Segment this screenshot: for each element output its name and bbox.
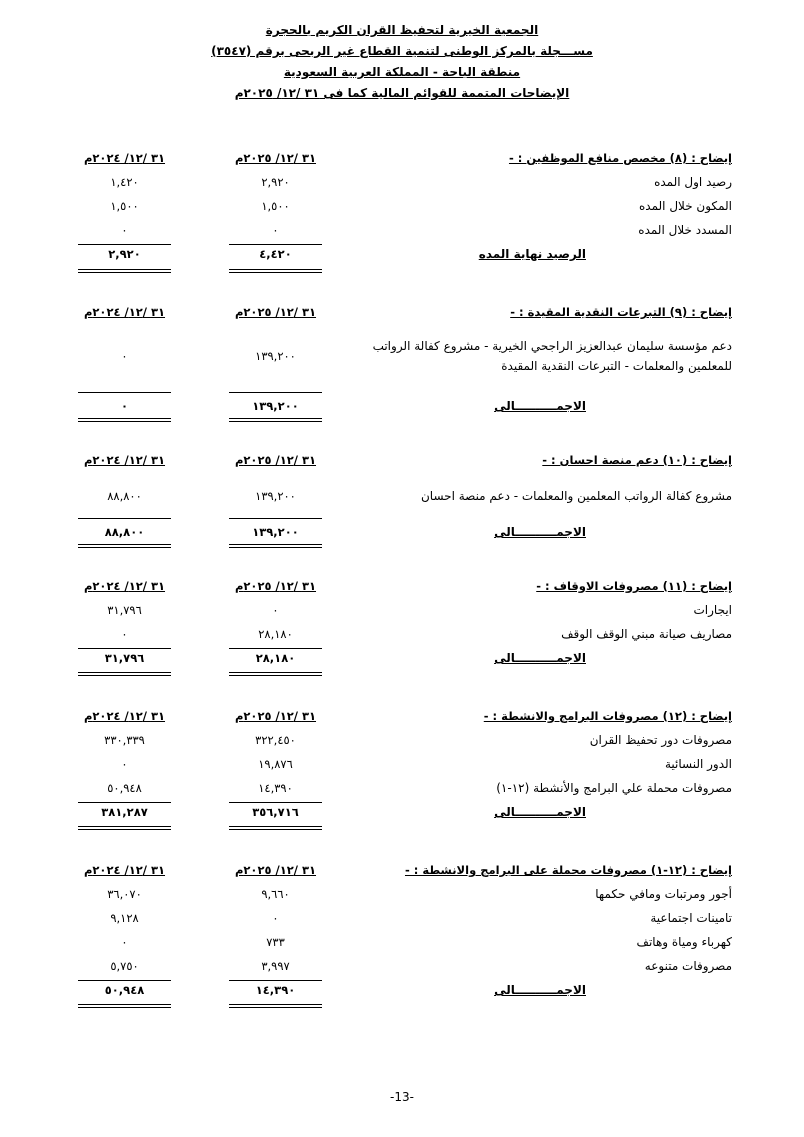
section-header-row [0,146,804,170]
section-title: إيضاح : (٨) مخصص منافع الموظفين : - [508,151,732,165]
row-label: رصيد اول المده [654,175,732,189]
table-row [0,598,804,622]
subtotal-rule [78,518,171,519]
total-label: الاجمــــــــــالى [494,399,586,413]
total-label: الاجمــــــــــالى [494,983,586,997]
subtotal-rule [229,392,322,393]
table-row [0,752,804,776]
total-row [0,646,804,670]
row-label: أجور ومرتبات ومافي حكمها [595,887,732,901]
table-row [0,728,804,752]
value-2025: ٩,٦٦٠ [261,887,290,901]
total-double-rule [229,826,322,830]
section-header-row [0,574,804,598]
column-header-2024: ٣١ /١٢/ ٢٠٢٤م [83,709,166,723]
document-header [0,20,804,104]
total-double-rule [229,418,322,422]
row-label: مصاريف صيانة مبني الوقف الوقف [561,627,732,641]
section-title: إيضاح : (٩) التبرعات النقدية المقيدة : - [510,305,732,319]
total-2024: ٥٠,٩٤٨ [104,983,145,997]
total-double-rule [78,544,171,548]
total-2024: ٠ [120,399,129,413]
total-2025: ١٣٩,٢٠٠ [252,399,299,413]
note-12-program-expenses [0,704,804,824]
table-row [0,194,804,218]
total-row [0,800,804,824]
column-header-2024: ٣١ /١٢/ ٢٠٢٤م [83,863,166,877]
value-2024: ٥,٧٥٠ [110,959,139,973]
total-label: الرصيد نهاية المده [478,247,586,261]
subtotal-rule [78,392,171,393]
section-header-row [0,448,804,472]
row-label: الدور النسائية [664,757,732,771]
value-2025: ٠ [272,911,279,925]
note-9-restricted-donations [0,300,804,418]
row-label: تامينات اجتماعية [650,911,732,925]
value-2024: ٩,١٢٨ [110,911,139,925]
value-2025: ١٣٩,٢٠٠ [255,489,296,503]
column-header-2024: ٣١ /١٢/ ٢٠٢٤م [83,579,166,593]
section-title: إيضاح : (١١) مصروفات الاوقاف : - [536,579,732,593]
note-11-endowment-expenses [0,574,804,670]
column-header-2024: ٣١ /١٢/ ٢٠٢٤م [83,305,166,319]
subtotal-rule [229,518,322,519]
table-row [0,622,804,646]
total-double-rule [78,672,171,676]
column-header-2025: ٣١ /١٢/ ٢٠٢٥م [234,709,317,723]
value-2024: ٠ [121,935,128,949]
row-label: مصروفات متنوعه [644,959,732,973]
table-row [0,882,804,906]
section-title: إيضاح : (١٠) دعم منصة احسان : - [542,453,732,467]
value-2025: ٣٢٢,٤٥٠ [255,733,296,747]
value-2024: ٥٠,٩٤٨ [107,781,142,795]
table-row [0,170,804,194]
table-row [0,218,804,242]
value-2025: ٠ [272,603,279,617]
page-number: -13- [390,1090,414,1104]
table-row [0,484,804,508]
section-header-row [0,300,804,324]
row-label: كهرباء ومياة وهاتف [636,935,732,949]
table-row [0,930,804,954]
row-label: ايجارات [693,603,732,617]
row-label: مصروفات محملة علي البرامج والأنشطة (١٢-١) [496,781,732,795]
total-label: الاجمــــــــــالى [494,525,586,539]
column-header-2024: ٣١ /١٢/ ٢٠٢٤م [83,453,166,467]
table-row [0,954,804,978]
row-label: المسدد خلال المده [638,223,732,237]
statement-title: الإيضاحات المتممة للقوائم المالية كما فى ٣١ /١٢/ ٢٠٢٥م [234,86,570,100]
column-header-2025: ٣١ /١٢/ ٢٠٢٥م [234,453,317,467]
section-header-row [0,704,804,728]
total-double-rule [229,544,322,548]
note-8-employee-benefits [0,146,804,266]
note-10-ehsan-platform [0,448,804,544]
value-2024: ٣٦,٠٧٠ [107,887,142,901]
value-2025: ٣,٩٩٧ [261,959,290,973]
region-line: منطقة الباحة - المملكة العربية السعودية [283,65,521,79]
total-2025: ٤,٤٢٠ [259,247,292,261]
value-2025: ١٤,٣٩٠ [258,781,293,795]
table-row [0,776,804,800]
value-2025: ١٩,٨٧٦ [258,757,293,771]
total-double-rule [229,269,322,273]
total-row [0,978,804,1002]
value-2024: ٠ [121,223,128,237]
total-2025: ١٤,٣٩٠ [255,983,296,997]
column-header-2025: ٣١ /١٢/ ٢٠٢٥م [234,863,317,877]
section-header-row [0,858,804,882]
note-12-1-allocated-expenses [0,858,804,1002]
value-2024: ٠ [121,627,128,641]
column-header-2024: ٣١ /١٢/ ٢٠٢٤م [83,151,166,165]
total-double-rule [78,826,171,830]
total-row [0,242,804,266]
value-2024: ١,٥٠٠ [110,199,139,213]
row-label: مصروفات دور تحفيظ القران [589,733,732,747]
total-row [0,520,804,544]
total-label: الاجمــــــــــالى [494,651,586,665]
total-2025: ٣٥٦,٧١٦ [252,805,299,819]
total-2024: ٣٨١,٢٨٧ [101,805,148,819]
value-2024: ١,٤٢٠ [110,175,139,189]
value-2024: ٨٨,٨٠٠ [107,489,142,503]
total-label: الاجمــــــــــالى [494,805,586,819]
value-2025: ٢,٩٢٠ [261,175,290,189]
value-2024: ٣١,٧٩٦ [107,603,142,617]
org-name: الجمعية الخيرية لتحفيظ القران الكريم بالحجرة [265,23,539,37]
total-double-rule [78,1004,171,1008]
value-2024: ٠ [121,757,128,771]
row-label: دعم مؤسسة سليمان عبدالعزيز الراجحي الخيرية - مشروع كفالة الرواتب للمعلمين والمعلمات - التبرعات النقدية المقيدة [372,339,732,373]
column-header-2025: ٣١ /١٢/ ٢٠٢٥م [234,305,317,319]
total-row [0,394,804,418]
value-2025: ١٣٩,٢٠٠ [255,349,296,363]
total-double-rule [229,1004,322,1008]
section-title: إيضاح : (١٢-١) مصروفات محملة على البرامج والانشطة : - [404,863,732,877]
total-double-rule [78,269,171,273]
total-double-rule [229,672,322,676]
column-header-2025: ٣١ /١٢/ ٢٠٢٥م [234,579,317,593]
total-2024: ٣١,٧٩٦ [104,651,145,665]
value-2025: ٢٨,١٨٠ [258,627,293,641]
total-2024: ٨٨,٨٠٠ [104,525,145,539]
value-2025: ٧٣٣ [266,935,285,949]
value-2025: ٠ [272,223,279,237]
value-2024: ٣٣٠,٣٣٩ [104,733,145,747]
total-double-rule [78,418,171,422]
total-2024: ٢,٩٢٠ [108,247,141,261]
row-label: مشروع كفالة الرواتب المعلمين والمعلمات - دعم منصة احسان [420,489,732,503]
total-2025: ١٣٩,٢٠٠ [252,525,299,539]
registration-line: مســـجلة بالمركز الوطنى لتنمية القطاع غير الربحى برقم (٣٥٤٧) [211,44,593,58]
table-row [0,906,804,930]
column-header-2025: ٣١ /١٢/ ٢٠٢٥م [234,151,317,165]
value-2024: ٠ [121,349,128,363]
value-2025: ١,٥٠٠ [261,199,290,213]
total-2025: ٢٨,١٨٠ [255,651,296,665]
table-row [0,334,804,384]
section-title: إيضاح : (١٢) مصروفات البرامج والانشطة : - [483,709,732,723]
row-label: المكون خلال المده [638,199,732,213]
